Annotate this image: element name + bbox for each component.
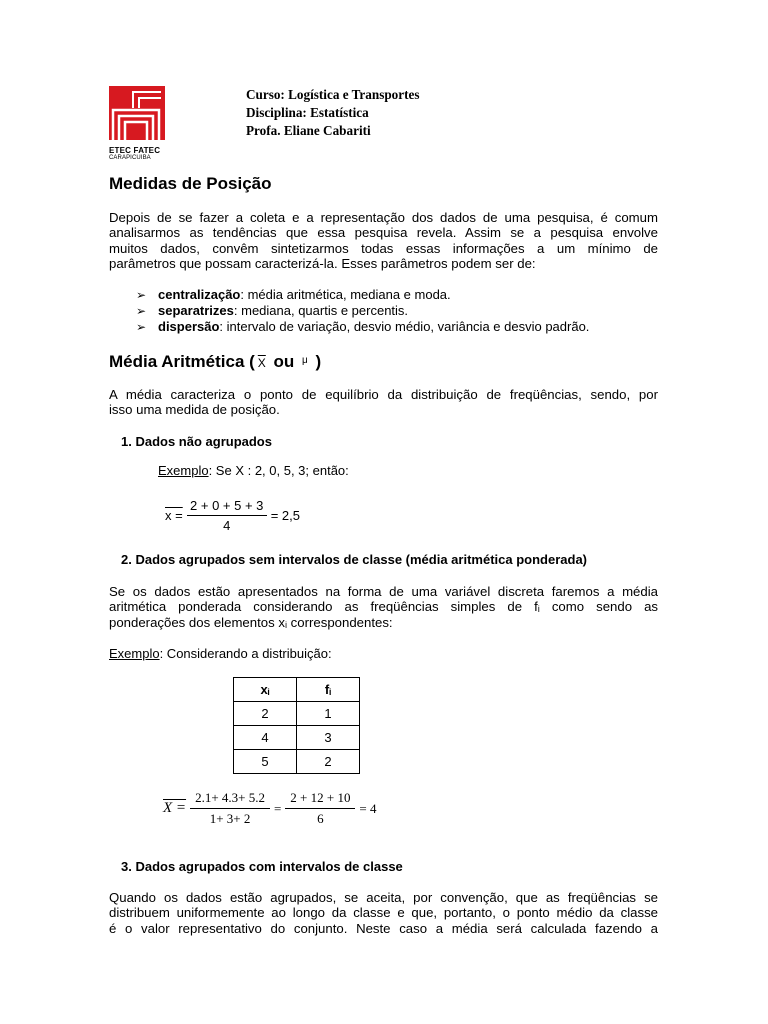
formula-result: = 4 — [359, 800, 377, 816]
arrow-bullet-icon: ➢ — [136, 320, 147, 334]
table-row — [234, 726, 360, 750]
item2-example: Exemplo: Considerando a distribuição: — [109, 646, 332, 661]
section2-intro — [109, 387, 658, 418]
text-line: A média caracteriza o ponto de equilíbrio da distribuição de freqüências, sendo, por — [109, 387, 658, 402]
text-line: distribuem uniformemente ao longo da classe e que, portanto, o ponto médio da classe — [109, 905, 658, 921]
column-header-xi: xᵢ — [234, 678, 297, 702]
arrow-bullet-icon: ➢ — [136, 304, 147, 318]
item1-formula — [165, 498, 300, 533]
list-item: ➢ centralização: média aritmética, mediana e moda. — [136, 287, 451, 302]
header-info — [246, 86, 420, 140]
section-title-position-measures: Medidas de Posição — [109, 174, 272, 193]
section1-intro — [109, 210, 658, 271]
table-cell: 1 — [297, 702, 360, 726]
column-header-fi: fᵢ — [297, 678, 360, 702]
text-line: é o valor representativo do conjunto. Neste caso a média será calculada fazendo a — [109, 920, 658, 936]
formula-result: = 2,5 — [270, 508, 300, 523]
table-header-row — [234, 678, 360, 702]
table-cell: 3 — [297, 726, 360, 750]
teacher-line: Profa. Eliane Cabariti — [246, 123, 371, 138]
table-cell: 2 — [297, 750, 360, 774]
formula-fraction: $\frac{2 + 12 + 10}{6}$ — [285, 790, 355, 827]
formula-fraction: $\frac{2 + 0 + 5 + 3}{4}$ — [187, 498, 267, 533]
logo-graphic — [109, 86, 165, 140]
item1-example: Exemplo: Se X : 2, 0, 5, 3; então: — [158, 463, 349, 478]
text-line: muitos dados, convêm sintetizarmos todas essas informações a um mínimo de — [109, 240, 658, 256]
section-title-arithmetic-mean: Média Aritmética ( $\overline{X}$ ou $^\mu$ ) — [109, 352, 322, 371]
table-row — [234, 702, 360, 726]
distribution-table — [233, 677, 360, 774]
course-line: Curso: Logística e Transportes — [246, 87, 420, 102]
discipline-line: Disciplina: Estatística — [246, 105, 369, 120]
text-line: Quando os dados estão agrupados, se aceita, por convenção, que as freqüências se — [109, 890, 658, 905]
item3-heading: 3. Dados agrupados com intervalos de classe — [121, 859, 403, 874]
arrow-bullet-icon: ➢ — [136, 288, 147, 302]
table-cell: 4 — [234, 726, 297, 750]
item2-formula: X = $\frac{2.1+ 4.3+ 5.2}{1+ 3+ 2}$ = $\frac{2 + 12 + 10}{6}$ = 4 — [163, 790, 377, 826]
text-line: parâmetros que possam caracterizá-la. Esses parâmetros podem ser de: — [109, 255, 536, 271]
text-line: analisarmos as tendências que essa pesquisa revela. Assim se a pesquisa envolve — [109, 225, 658, 241]
item3-body — [109, 890, 658, 936]
text-line: Se os dados estão apresentados na forma de uma variável discreta faremos a média — [109, 584, 658, 599]
logo-text-1: ETEC FATEC — [109, 146, 161, 155]
formula-lhs: x = — [165, 508, 183, 523]
mu-symbol: μ — [302, 355, 308, 366]
list-item: ➢ separatrizes: mediana, quartis e percentis. — [136, 303, 409, 318]
table-cell: 2 — [234, 702, 297, 726]
item1-heading: 1. Dados não agrupados — [121, 434, 272, 449]
item2-body — [109, 584, 658, 630]
item2-heading: 2. Dados agrupados sem intervalos de classe (média aritmética ponderada) — [121, 552, 588, 567]
table-cell: 5 — [234, 750, 297, 774]
text-line: Depois de se fazer a coleta e a representação dos dados de uma pesquisa, é comum — [109, 210, 658, 225]
text-line: aritmética ponderada considerando as freqüências simples de fᵢ como sendo as — [109, 599, 658, 615]
logo-text-2: CARAPICUIBA — [109, 155, 151, 161]
list-item: ➢ dispersão: intervalo de variação, desvio médio, variância e desvio padrão. — [136, 319, 590, 334]
table-row — [234, 750, 360, 774]
formula-lhs: X = — [163, 800, 187, 816]
text-line: ponderações dos elementos xᵢ correspondentes: — [109, 614, 393, 630]
school-logo — [109, 86, 165, 162]
text-line: isso uma medida de posição. — [109, 402, 280, 418]
formula-fraction: $\frac{2.1+ 4.3+ 5.2}{1+ 3+ 2}$ — [190, 790, 270, 827]
bullet-list — [136, 287, 589, 335]
xbar-symbol: $\overline{X}$ — [257, 356, 266, 370]
